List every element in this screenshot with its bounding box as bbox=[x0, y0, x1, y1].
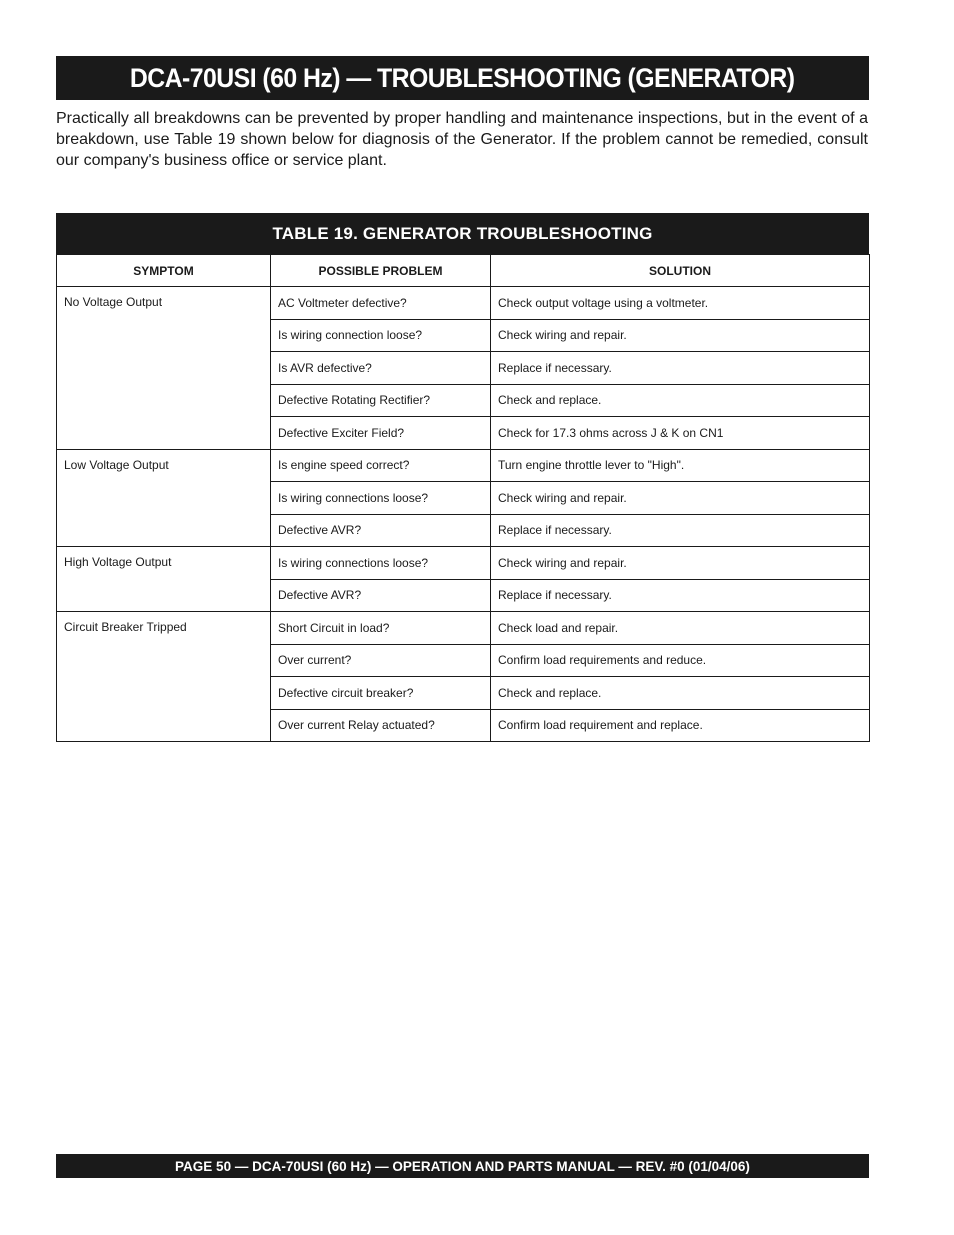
solution-cell: Replace if necessary. bbox=[491, 352, 870, 385]
problem-cell: Over current Relay actuated? bbox=[271, 709, 491, 742]
solution-cell: Replace if necessary. bbox=[491, 579, 870, 612]
solution-cell: Check wiring and repair. bbox=[491, 319, 870, 352]
problem-cell: Is wiring connections loose? bbox=[271, 482, 491, 515]
header-solution: SOLUTION bbox=[491, 255, 870, 287]
solution-cell: Check load and repair. bbox=[491, 612, 870, 645]
problem-cell: Is engine speed correct? bbox=[271, 449, 491, 482]
problem-cell: Defective circuit breaker? bbox=[271, 677, 491, 710]
problem-cell: Is AVR defective? bbox=[271, 352, 491, 385]
troubleshooting-table bbox=[56, 213, 869, 742]
problem-cell: Is wiring connections loose? bbox=[271, 547, 491, 580]
solution-cell: Check for 17.3 ohms across J & K on CN1 bbox=[491, 417, 870, 450]
table-row bbox=[57, 547, 870, 580]
table-header-row bbox=[57, 255, 870, 287]
solution-cell: Check and replace. bbox=[491, 384, 870, 417]
page-title-bar bbox=[56, 56, 869, 100]
intro-paragraph: Practically all breakdowns can be prevented by proper handling and maintenance inspections, but in the event of a breakdown, use Table 19 shown below for diagnosis of the Generator. If the problem cannot be remedied, consult our company's business office or service plant. bbox=[56, 110, 868, 169]
problem-cell: Defective AVR? bbox=[271, 514, 491, 547]
table-row bbox=[57, 449, 870, 482]
table-row bbox=[57, 612, 870, 645]
table-title: TABLE 19. GENERATOR TROUBLESHOOTING bbox=[56, 213, 869, 254]
page-footer bbox=[56, 1154, 869, 1178]
symptom-cell: Circuit Breaker Tripped bbox=[57, 612, 271, 742]
header-possible-problem: POSSIBLE PROBLEM bbox=[271, 255, 491, 287]
problem-cell: Short Circuit in load? bbox=[271, 612, 491, 645]
symptom-cell: High Voltage Output bbox=[57, 547, 271, 612]
header-symptom: SYMPTOM bbox=[57, 255, 271, 287]
problem-cell: Is wiring connection loose? bbox=[271, 319, 491, 352]
symptom-cell: Low Voltage Output bbox=[57, 449, 271, 547]
solution-cell: Replace if necessary. bbox=[491, 514, 870, 547]
solution-cell: Check and replace. bbox=[491, 677, 870, 710]
problem-cell: AC Voltmeter defective? bbox=[271, 287, 491, 320]
solution-cell: Confirm load requirement and replace. bbox=[491, 709, 870, 742]
troubleshooting-grid bbox=[56, 254, 870, 742]
solution-cell: Confirm load requirements and reduce. bbox=[491, 644, 870, 677]
footer-text: PAGE 50 — DCA-70USI (60 Hz) — OPERATION AND PARTS MANUAL — REV. #0 (01/04/06) bbox=[175, 1158, 750, 1174]
solution-cell: Check output voltage using a voltmeter. bbox=[491, 287, 870, 320]
solution-cell: Turn engine throttle lever to "High". bbox=[491, 449, 870, 482]
table-row bbox=[57, 287, 870, 320]
symptom-cell: No Voltage Output bbox=[57, 287, 271, 450]
problem-cell: Over current? bbox=[271, 644, 491, 677]
problem-cell: Defective Rotating Rectifier? bbox=[271, 384, 491, 417]
problem-cell: Defective Exciter Field? bbox=[271, 417, 491, 450]
solution-cell: Check wiring and repair. bbox=[491, 482, 870, 515]
problem-cell: Defective AVR? bbox=[271, 579, 491, 612]
page-title: DCA-70USI (60 Hz) — TROUBLESHOOTING (GENERATOR) bbox=[130, 62, 795, 93]
solution-cell: Check wiring and repair. bbox=[491, 547, 870, 580]
